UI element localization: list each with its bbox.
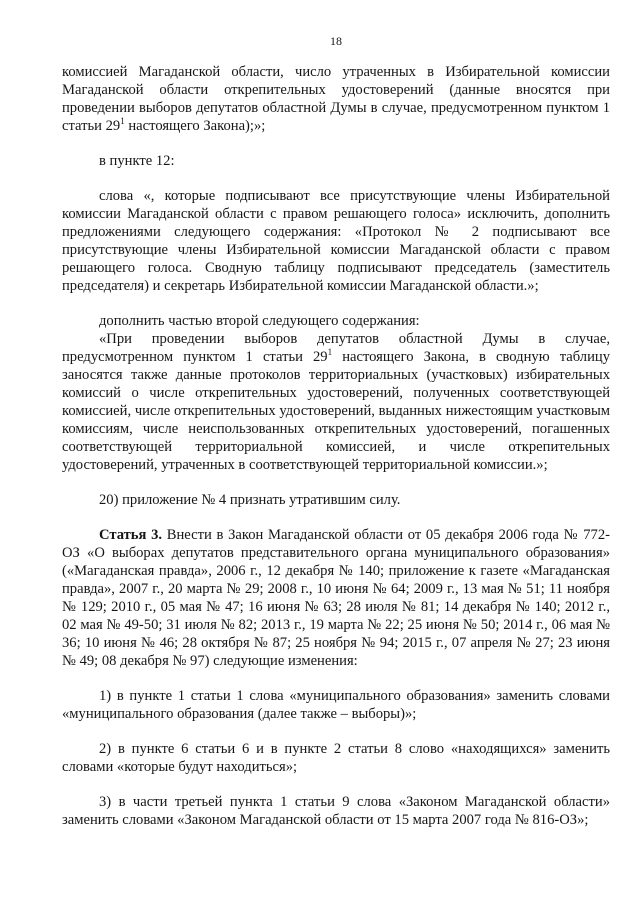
paragraph-change-2: 2) в пункте 6 статьи 6 и в пункте 2 статьи 8 слово «находящихся» заменить словами «которые будут находиться»; <box>62 741 610 775</box>
paragraph-quoted-part-two <box>62 330 610 474</box>
text-segment: Внести в Закон Магаданской области от 05 декабря 2006 года № 772-ОЗ «О выборах депутатов представительного органа муниципального образования» («Магаданская правда», 2006 г., 12 декабря № 140; приложение к газете «Магаданская правда», 2007 г., 20 марта № 29; 2008 г., 10 июня № 64; 2009 г., 13 мая № 51; 11 ноября № 129; 2010 г., 05 мая № 47; 16 июня № 63; 28 июля № 81; 14 декабря № 140; 2012 г., 02 мая № 49-50; 31 июля № 82; 2013 г., 19 марта № 22; 25 июня № 50; 2014 г., 06 мая № 36; 10 июня № 46; 28 октября № 87; 25 ноября № 94; 2015 г., 07 апреля № 27; 23 июня № 49; 08 декабря № 97) следующие изменения: <box>62 527 610 669</box>
article-heading: Статья 3. <box>99 527 163 543</box>
text-segment: комиссией Магаданской области, число утраченных в Избирательной комиссии Магаданской области открепительных удостоверений (данные вносятся при проведении выборов депутатов областной Думы в случае, предусмотренном пунктом 1 статьи 29 <box>62 64 610 134</box>
paragraph-point-12: в пункте 12: <box>99 153 175 169</box>
page-number: 18 <box>330 34 342 48</box>
text-segment: «При проведении выборов депутатов областной Думы в случае, предусмотренном пунктом 1 статьи 29 <box>62 331 610 365</box>
superscript: 1 <box>327 347 333 358</box>
text-segment: настоящего Закона, в сводную таблицу заносятся также данные протоколов территориальных (участковых) избирательных комиссий о числе открепительных удостоверений, полученных соответствующей комиссией, числе открепительных удостоверений, выданных нижестоящим участковым комиссиям, числе неиспользованных открепительных удостоверений, погашенных соответствующей территориальной комиссией, и числе открепительных удостоверений, утраченных в соответствующей территориальной комиссии.»; <box>62 349 610 473</box>
paragraph-change-1: 1) в пункте 1 статьи 1 слова «муниципального образования» заменить словами «муниципального образования (далее также – выборы)»; <box>62 688 610 722</box>
paragraph-words-replacement: слова «, которые подписывают все присутствующие члены Избирательной комиссии Магаданской области с правом решающего голоса» исключить, дополнить предложениями следующего содержания: «Протокол № 2 подписывают все присутствующие члены Избирательной комиссии Магаданской области с правом решающего голоса. Сводную таблицу подписывают председатель (заместитель председателя) и секретарь Избирательной комиссии Магаданской области.»; <box>62 188 610 294</box>
superscript: 1 <box>120 116 125 127</box>
paragraph-add-part-two: дополнить частью второй следующего содержания: <box>99 313 420 329</box>
paragraph-article-3 <box>62 526 610 670</box>
paragraph-item-20: 20) приложение № 4 признать утратившим силу. <box>99 492 401 508</box>
paragraph-change-3: 3) в части третьей пункта 1 статьи 9 слова «Законом Магаданской области» заменить словами «Законом Магаданской области от 15 марта 2007 года № 816-ОЗ»; <box>62 794 610 828</box>
text-segment: настоящего Закона);»; <box>124 118 266 134</box>
paragraph-continuation <box>62 63 610 135</box>
